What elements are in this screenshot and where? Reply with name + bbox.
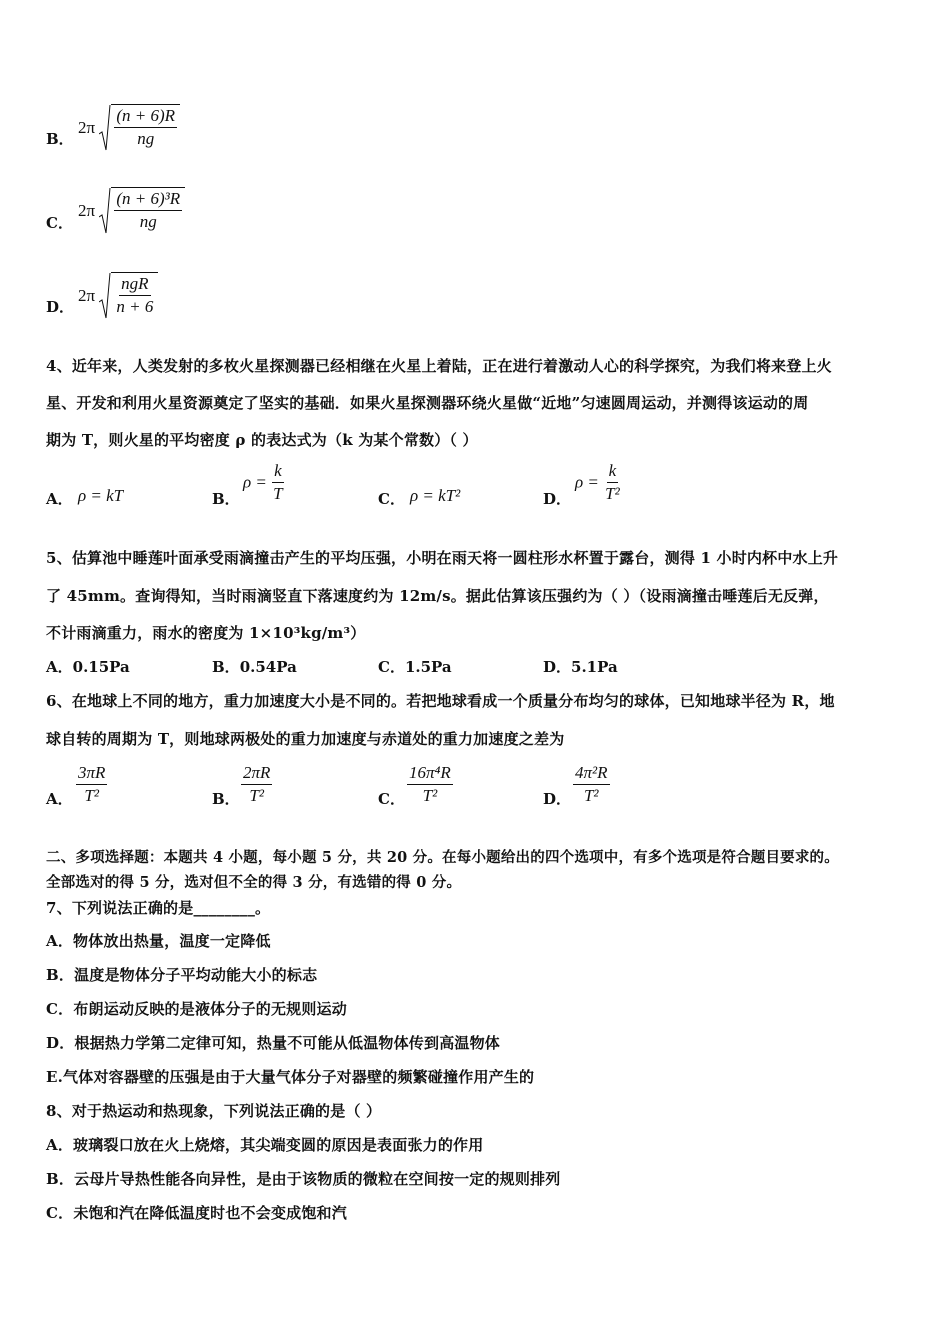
option-label: C． [378, 658, 405, 676]
q5-option-b [212, 656, 297, 677]
q7-stem: 7、下列说法正确的是________。 [46, 899, 271, 917]
q4-option-d-formula [575, 462, 622, 503]
q8-stem: 8、对于热运动和热现象，下列说法正确的是（ ） [46, 1102, 382, 1120]
q6-stem-line-1: 6、在地球上不同的地方，重力加速度大小是不同的。若把地球看成一个质量分布均匀的球体，已知地球半径为 R，地 [46, 692, 835, 710]
q6-option-a-formula [76, 764, 107, 805]
section-2-heading-line-1: 二、多项选择题：本题共 4 小题，每小题 5 分，共 20 分。在每小题给出的四个选项中，有多个选项是符合题目要求的。 [46, 849, 839, 866]
option-text: 0.54Pa [239, 658, 297, 676]
fraction-numerator: k [607, 462, 619, 483]
sqrt-symbol [99, 187, 185, 235]
q4-option-b-formula [243, 462, 285, 503]
option-text: 5.1Pa [571, 658, 618, 676]
fraction-denominator: T² [583, 786, 599, 805]
formula-lhs: ρ = [575, 472, 599, 492]
option-label: B． [46, 130, 74, 148]
q7-option-a: A．物体放出热量，温度一定降低 [46, 932, 271, 950]
sqrt-symbol [99, 272, 158, 320]
q8-option-a: A．玻璃裂口放在火上烧熔，其尖端变圆的原因是表面张力的作用 [46, 1136, 484, 1154]
q6-option-b-formula [241, 764, 272, 805]
sqrt-symbol [99, 104, 180, 152]
formula-lhs: ρ = [243, 472, 267, 492]
q4-option-b-label: B． [212, 490, 240, 508]
fraction-denominator: ng [137, 129, 155, 148]
fraction-numerator: (n + 6)R [114, 107, 177, 128]
q5-stem-line-2: 了 45mm。查询得知，当时雨滴竖直下落速度约为 12m/s。据此估算该压强约为（ ）（设雨滴撞击唾莲后无反弹， [46, 587, 829, 605]
q7-option-c: C．布朗运动反映的是液体分子的无规则运动 [46, 1000, 347, 1018]
fraction-denominator: T² [422, 786, 438, 805]
fraction-numerator: 3πR [76, 764, 107, 785]
q4-option-a-label: A． [46, 490, 73, 508]
q6-stem-line-2: 球自转的周期为 T，则地球两极处的重力加速度与赤道处的重力加速度之差为 [46, 730, 565, 748]
q6-option-a-label: A． [46, 790, 73, 808]
q4-stem-line-1: 4、近年来，人类发射的多枚火星探测器已经相继在火星上着陆，正在进行着激动人心的科学探究，为我们将来登上火 [46, 357, 832, 375]
fraction-denominator: T² [84, 786, 99, 805]
q5-option-a [46, 656, 130, 677]
q5-stem-line-1: 5、估算池中睡莲叶面承受雨滴撞击产生的平均压强，小明在雨天将一圆柱形水杯置于露台，测得 1 小时内杯中水上升 [46, 549, 839, 567]
formula [78, 272, 158, 320]
q6-option-c-formula [407, 764, 453, 805]
q4-stem-line-3: 期为 T，则火星的平均密度 ρ 的表达式为（k 为某个常数）（ ） [46, 431, 478, 449]
q8-option-c: C．未饱和汽在降低温度时也不会变成饱和汽 [46, 1204, 347, 1222]
formula-coef: 2π [78, 286, 96, 305]
fraction-numerator: k [272, 462, 284, 483]
formula-coef: 2π [78, 118, 96, 137]
q4-option-d-label: D． [543, 490, 572, 508]
option-label: D． [543, 658, 572, 676]
option-label: A． [46, 658, 73, 676]
q4-stem-line-2: 星、开发和利用火星资源奠定了坚实的基础．如果火星探测器环绕火星做“近地”匀速圆周运动，并测得该运动的周 [46, 394, 809, 412]
q4-option-c-formula: ρ = kT² [410, 486, 461, 505]
q6-option-d-label: D． [543, 790, 572, 808]
section-2-heading-line-2: 全部选对的得 5 分，选对但不全的得 3 分，有选错的得 0 分。 [46, 874, 462, 891]
q5-stem-line-3: 不计雨滴重力，雨水的密度为 1×10³kg/m³） [46, 624, 366, 642]
q4-option-a-formula: ρ = kT [78, 486, 124, 505]
option-label: C． [46, 214, 73, 232]
fraction-numerator: 2πR [241, 764, 272, 785]
formula-coef: 2π [78, 201, 96, 220]
q4-option-c-label: C． [378, 490, 405, 508]
fraction-denominator: T [273, 484, 283, 503]
q6-option-d-formula [573, 764, 610, 805]
fraction-denominator: n + 6 [116, 297, 154, 316]
q6-option-c-label: C． [378, 790, 405, 808]
q8-option-b: B．云母片导热性能各向异性，是由于该物质的微粒在空间按一定的规则排列 [46, 1170, 561, 1188]
q6-option-b-label: B． [212, 790, 240, 808]
fraction-denominator: T² [605, 484, 620, 503]
fraction-denominator: T² [249, 786, 264, 805]
q5-option-c [378, 656, 452, 677]
option-text: 0.15Pa [72, 658, 130, 676]
formula [78, 187, 185, 235]
option-label: B． [212, 658, 240, 676]
q7-option-e: E.气体对容器壁的压强是由于大量气体分子对器壁的频繁碰撞作用产生的 [46, 1068, 535, 1086]
fraction-denominator: ng [139, 212, 157, 231]
fraction-numerator: ngR [119, 275, 150, 296]
option-text: 1.5Pa [404, 658, 452, 676]
fraction-numerator: 4π²R [573, 764, 610, 785]
formula [78, 104, 180, 152]
q7-option-d: D．根据热力学第二定律可知，热量不可能从低温物体传到高温物体 [46, 1034, 501, 1052]
option-label: D． [46, 298, 75, 316]
fraction-numerator: 16π⁴R [407, 764, 453, 785]
fraction-numerator: (n + 6)³R [114, 190, 182, 211]
q7-option-b: B．温度是物体分子平均动能大小的标志 [46, 966, 318, 984]
q5-option-d [543, 656, 618, 677]
